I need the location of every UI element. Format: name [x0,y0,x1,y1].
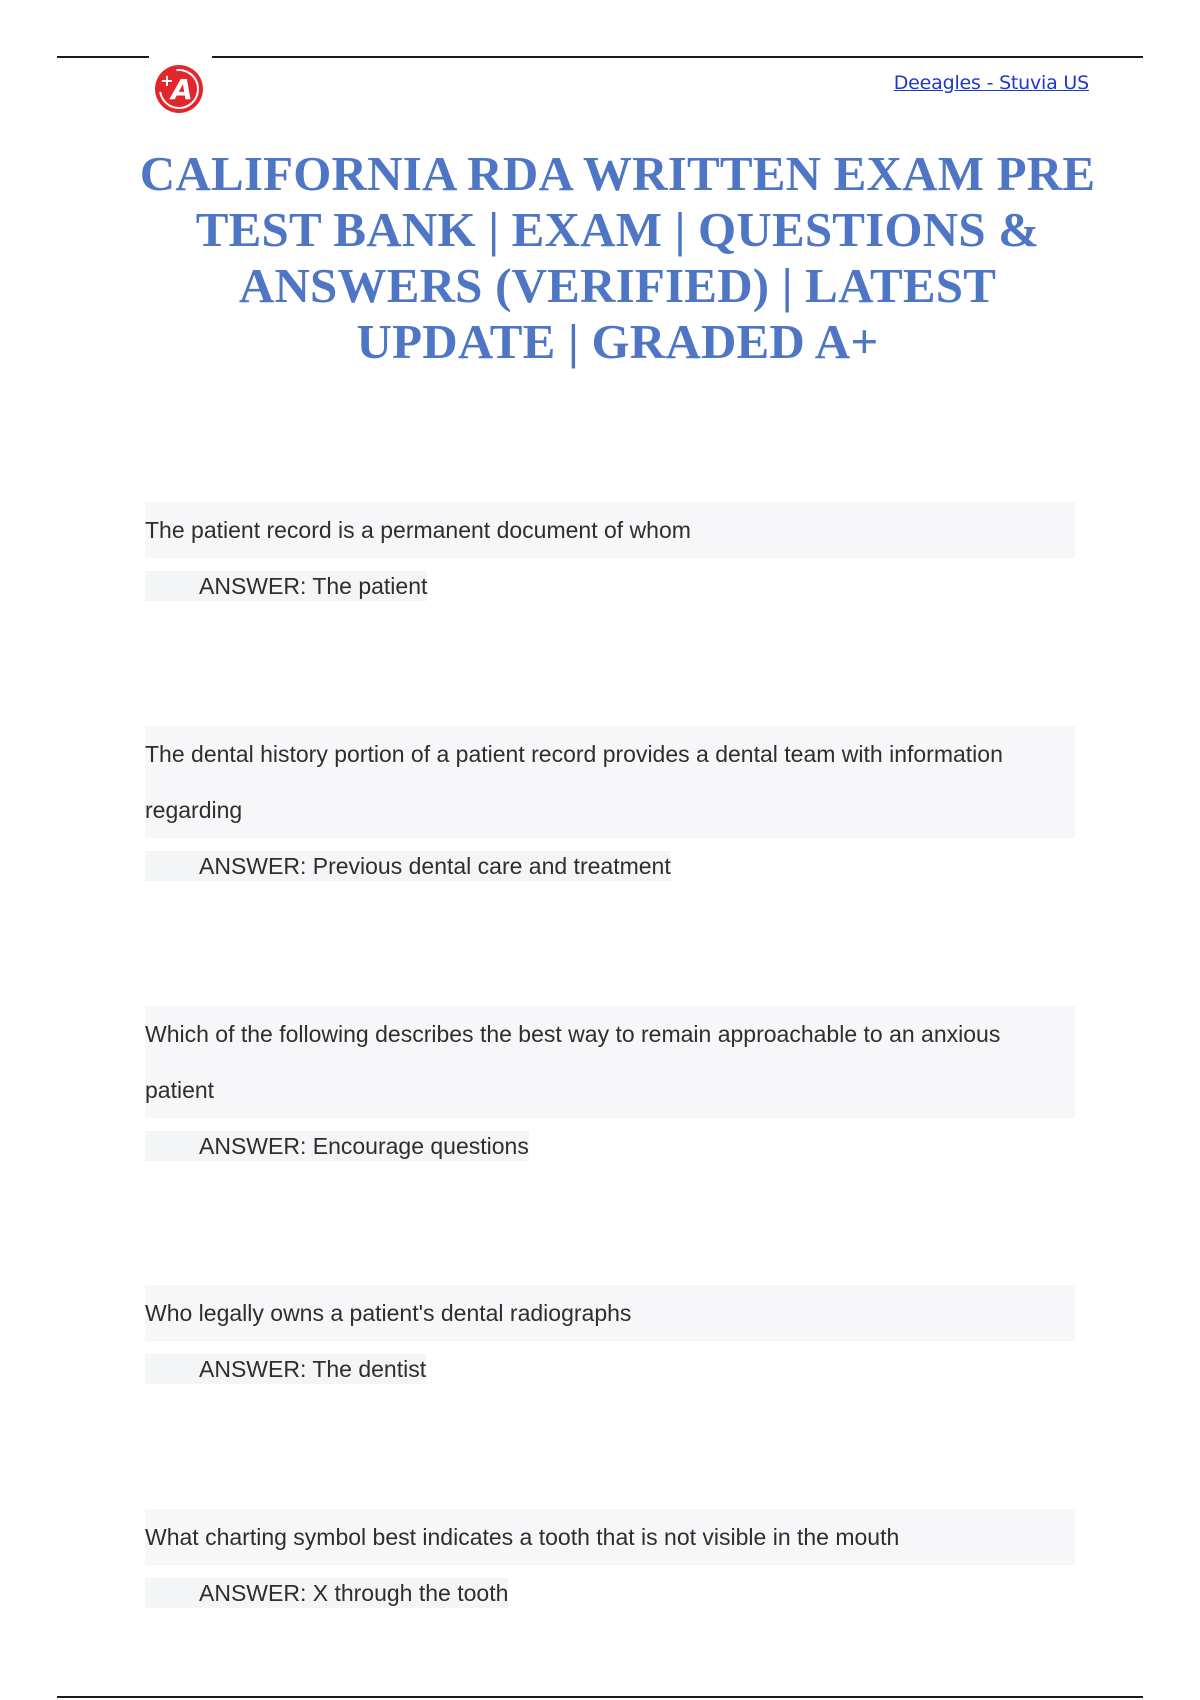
question-line: What charting symbol best indicates a tooth that is not visible in the mouth [145,1524,900,1550]
question-text [145,1006,1075,1118]
question-answer-list [145,502,1075,1621]
answer-row [145,1565,1075,1621]
title-line: CALIFORNIA RDA WRITTEN EXAM PRE [139,146,1096,201]
question-text [145,726,1075,838]
question-line: Who legally owns a patient's dental radiographs [145,1300,632,1326]
header-rule-left [57,56,149,58]
title-line: UPDATE | GRADED A+ [356,314,879,369]
answer-text: ANSWER: X through the tooth [145,1578,508,1608]
header-rule-right [212,56,1143,58]
document-title [130,146,1105,370]
answer-text: ANSWER: The dentist [145,1354,426,1384]
question-line: patient [145,1077,215,1103]
title-line: TEST BANK | EXAM | QUESTIONS & [195,202,1040,257]
footer-rule [57,1696,1143,1698]
item-gap [145,614,1075,726]
question-line: The dental history portion of a patient record provides a dental team with information [145,741,1003,767]
svg-text:+: + [160,71,174,90]
answer-row [145,1118,1075,1174]
answer-text: ANSWER: Encourage questions [145,1131,529,1161]
question-line: The patient record is a permanent document of whom [145,517,691,543]
author-store-link[interactable]: Deeagles - Stuvia US [893,72,1089,94]
qa-item [145,726,1075,894]
question-text [145,502,1075,558]
item-gap [145,894,1075,1006]
qa-item [145,1509,1075,1621]
item-gap [145,1174,1075,1285]
answer-row [145,838,1075,894]
answer-row [145,558,1075,614]
answer-text: ANSWER: Previous dental care and treatment [145,851,671,881]
answer-text: ANSWER: The patient [145,571,427,601]
qa-item [145,502,1075,614]
stuvia-logo-icon [152,62,206,116]
question-text [145,1509,1075,1565]
item-gap [145,1397,1075,1509]
qa-item [145,1285,1075,1397]
question-text [145,1285,1075,1341]
qa-item [145,1006,1075,1174]
question-line: Which of the following describes the best way to remain approachable to an anxious [145,1021,1001,1047]
title-line: ANSWERS (VERIFIED) | LATEST [238,258,997,313]
question-line: regarding [145,797,243,823]
svg-text:A: A [171,73,193,106]
answer-row [145,1341,1075,1397]
